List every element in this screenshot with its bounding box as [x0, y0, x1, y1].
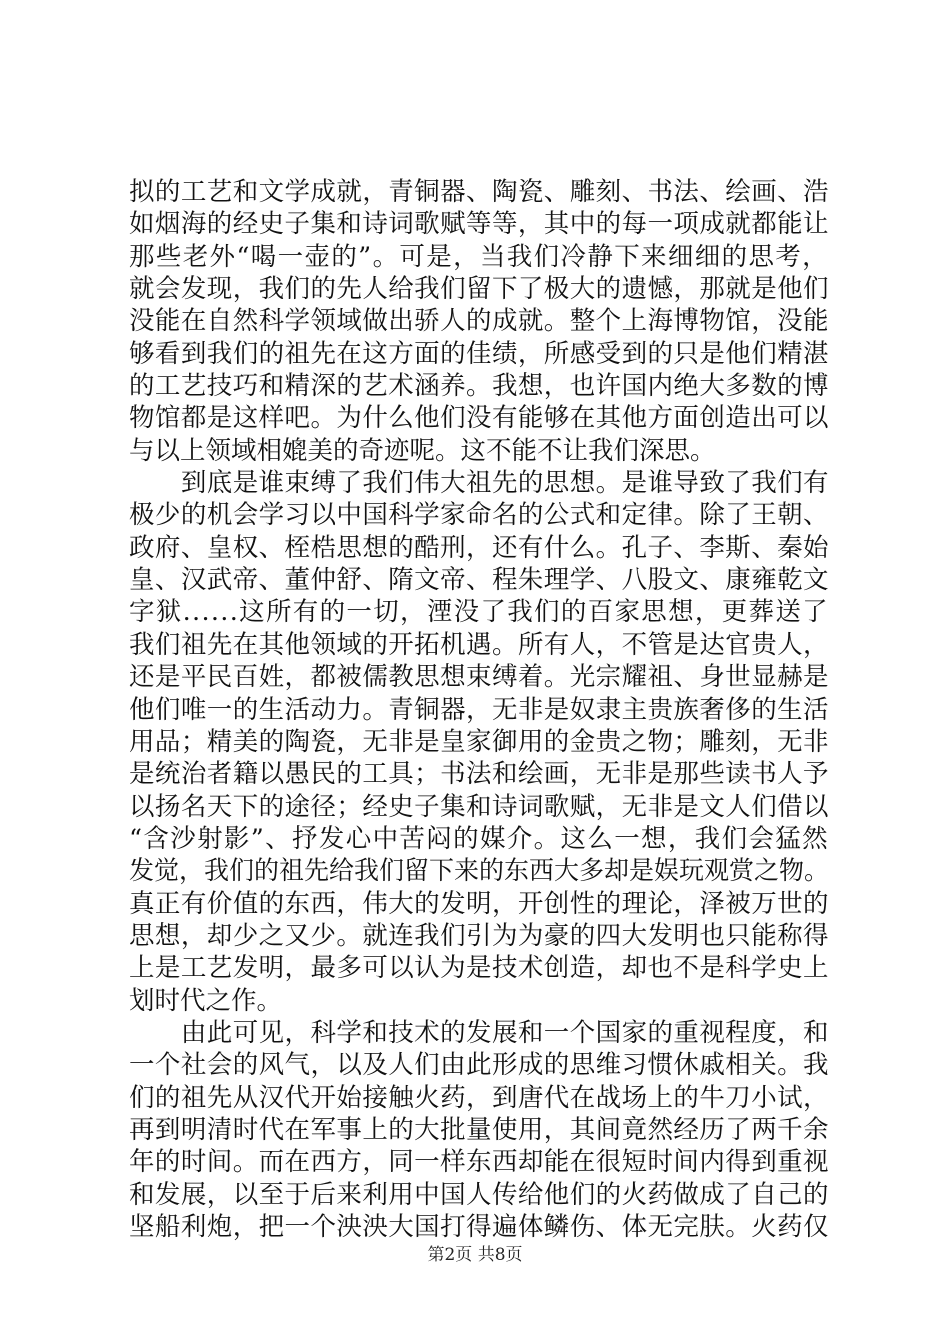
- text-line: 发觉，我们的祖先给我们留下来的东西大多却是娱玩观赏之物。: [129, 856, 829, 887]
- page-footer: 第2页 共8页: [427, 1245, 523, 1265]
- text-line: 坚船利炮，把一个泱泱大国打得遍体鳞伤、体无完肤。火药仅: [129, 1212, 829, 1242]
- text-line: 皇、汉武帝、董仲舒、隋文帝、程朱理学、八股文、康雍乾文: [129, 565, 829, 596]
- text-line: 我们祖先在其他领域的开拓机遇。所有人，不管是达官贵人，: [129, 629, 829, 660]
- text-line: 与以上领域相媲美的奇迹呢。这不能不让我们深思。: [129, 435, 716, 466]
- text-line: 那些老外“喝一壶的”。可是，当我们冷静下来细细的思考，: [129, 241, 829, 272]
- text-line: 没能在自然科学领域做出骄人的成就。整个上海博物馆，没能: [129, 306, 829, 337]
- text-line: 拟的工艺和文学成就，青铜器、陶瓷、雕刻、书法、绘画、浩: [129, 177, 829, 207]
- text-line: 够看到我们的祖先在这方面的佳绩，所感受到的只是他们精湛: [129, 338, 829, 369]
- text-line: 还是平民百姓，都被儒教思想束缚着。光宗耀祖、身世显赫是: [129, 662, 829, 693]
- text-line: 是统治者籍以愚民的工具；书法和绘画，无非是那些读书人予: [129, 759, 829, 790]
- text-line: 用品；精美的陶瓷，无非是皇家御用的金贵之物；雕刻，无非: [129, 726, 829, 757]
- text-line: 年的时间。而在西方，同一样东西却能在很短时间内得到重视: [129, 1147, 829, 1178]
- text-line: 他们唯一的生活动力。青铜器，无非是奴隶主贵族奢侈的生活: [129, 694, 829, 725]
- text-line: 的工艺技巧和精深的艺术涵养。我想，也许国内绝大多数的博: [129, 371, 829, 402]
- text-line: 极少的机会学习以中国科学家命名的公式和定律。除了王朝、: [129, 500, 829, 531]
- text-line: 真正有价值的东西，伟大的发明，开创性的理论，泽被万世的: [129, 888, 829, 919]
- text-line: 再到明清时代在军事上的大批量使用，其间竟然经历了两千余: [129, 1114, 829, 1145]
- body-text: [129, 176, 829, 1243]
- text-line: “含沙射影”、抒发心中苦闷的媒介。这么一想，我们会猛然: [129, 823, 829, 854]
- text-line: 政府、皇权、桎梏思想的酷刑，还有什么。孔子、李斯、秦始: [129, 532, 829, 563]
- text-line: 如烟海的经史子集和诗词歌赋等等，其中的每一项成就都能让: [129, 209, 829, 240]
- text-line: 一个社会的风气，以及人们由此形成的思维习惯休戚相关。我: [129, 1050, 829, 1081]
- text-line: 和发展，以至于后来利用中国人传给他们的火药做成了自己的: [129, 1179, 829, 1210]
- text-line: 物馆都是这样吧。为什么他们没有能够在其他方面创造出可以: [129, 403, 829, 434]
- text-line: 划时代之作。: [129, 985, 283, 1016]
- text-line: 上是工艺发明，最多可以认为是技术创造，却也不是科学史上: [129, 953, 829, 984]
- text-line: 思想，却少之又少。就连我们引为为豪的四大发明也只能称得: [129, 920, 829, 951]
- text-line: 由此可见，科学和技术的发展和一个国家的重视程度，和: [129, 1017, 829, 1048]
- text-line: 们的祖先从汉代开始接触火药，到唐代在战场上的牛刀小试，: [129, 1082, 829, 1113]
- text-line: 字狱......这所有的一切，湮没了我们的百家思想，更葬送了: [129, 597, 829, 628]
- text-line: 到底是谁束缚了我们伟大祖先的思想。是谁导致了我们有: [129, 468, 829, 499]
- text-line: 以扬名天下的途径；经史子集和诗词歌赋，无非是文人们借以: [129, 791, 829, 822]
- text-line: 就会发现，我们的先人给我们留下了极大的遗憾，那就是他们: [129, 274, 829, 305]
